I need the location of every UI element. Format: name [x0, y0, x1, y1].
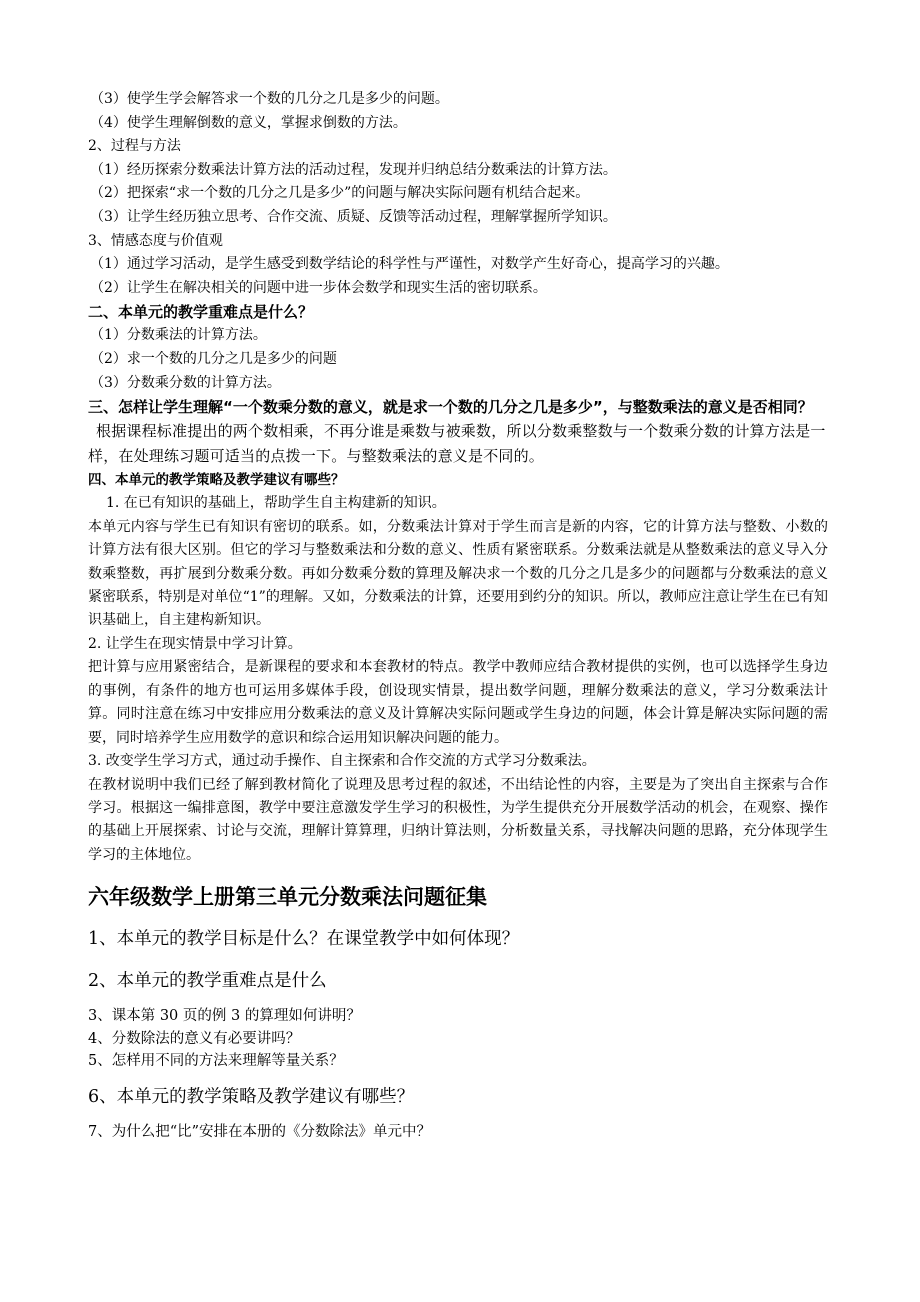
section3-body-text: 根据课程标准提出的两个数相乘，不再分谁是乘数与被乘数，所以分数乘整数与一个数乘分数的计算方法是一样，在处理练习题可适当的点拨一下。与整数乘法的意义是不同的。: [88, 422, 826, 466]
question-2: 2、本单元的教学重难点是什么: [88, 971, 327, 992]
subheading-attitude-values: 3、情感态度与价值观: [88, 232, 223, 249]
section3-heading: 三、怎样让学生理解“一个数乘分数的意义，就是求一个数的几分之几是多少”，与整数乘法的意义是否相同？: [88, 398, 813, 417]
strategy2-title: 2. 让学生在现实情景中学习计算。: [88, 635, 302, 652]
strategy3-title: 3. 改变学生学习方式，通过动手操作、自主探索和合作交流的方式学习分数乘法。: [88, 752, 596, 769]
section4-heading: 四、本单元的教学策略及教学建议有哪些？: [88, 472, 345, 489]
keypoint-line-2: （2）求一个数的几分之几是多少的问题: [90, 350, 337, 367]
question-1: 1、本单元的教学目标是什么？在课堂教学中如何体现？: [88, 929, 520, 950]
subheading-process-methods: 2、过程与方法: [88, 138, 181, 155]
section3-body: [88, 419, 828, 469]
document-page: [88, 88, 828, 1143]
section2-heading: 二、本单元的教学重难点是什么？: [88, 303, 314, 322]
question-5: 5、怎样用不同的方法来理解等量关系？: [88, 1053, 344, 1070]
strategy1-body: 本单元内容与学生已有知识有密切的联系。如，分数乘法计算对于学生而言是新的内容，它的计算方法与整数、小数的计算方法有很大区别。但它的学习与整数乘法和分数的意义、性质有紧密联系。分数乘法就是从整数乘法的意义导入分数乘整数，再扩展到分数乘分数。再如分数乘分数的算理及解决求一个数的几分之几是多少的问题都与分数乘法的意义紧密联系，特别是对单位“1”的理解。又如，分数乘法的计算，还要用到约分的知识。所以，教师应注意让学生在已有知识基础上，自主建构新知识。: [88, 518, 828, 629]
attitude-line-1: （1）通过学习活动，是学生感受到数学结论的科学性与严谨性，对数学产生好奇心，提高学习的兴趣。: [90, 256, 729, 273]
keypoint-line-1: （1）分数乘法的计算方法。: [90, 327, 267, 344]
objective-line-3: （3）使学生学会解答求一个数的几分之几是多少的问题。: [90, 91, 449, 107]
attitude-line-2: （2）让学生在解决相关的问题中进一步体会数学和现实生活的密切联系。: [90, 279, 547, 296]
process-line-3: （3）让学生经历独立思考、合作交流、质疑、反馈等活动过程，理解掌握所学知识。: [90, 208, 617, 225]
question-3: 3、课本第 30 页的例 3 的算理如何讲明？: [88, 1008, 361, 1025]
question-4: 4、分数除法的意义有必要讲吗？: [88, 1030, 301, 1047]
strategy1-title: 1. 在已有知识的基础上，帮助学生自主构建新的知识。: [106, 495, 446, 512]
question-7: 7、为什么把“比”安排在本册的《分数除法》单元中？: [88, 1123, 432, 1140]
question-6: 6、本单元的教学策略及教学建议有哪些？: [88, 1086, 415, 1107]
strategy3-body: 在教材说明中我们已经了解到教材简化了说理及思考过程的叙述，不出结论性的内容，主要是为了突出自主探索与合作学习。根据这一编排意图，教学中要注意激发学生学习的积极性，为学生提供充分开展数学活动的机会，在观察、操作的基础上开展探索、讨论与交流，理解计算算理，归纳计算法则，分析数量关系，寻找解决问题的思路，充分体现学生学习的主体地位。: [88, 776, 828, 863]
doc-title: 六年级数学上册第三单元分数乘法问题征集: [88, 885, 487, 910]
keypoint-line-3: （3）分数乘分数的计算方法。: [90, 374, 281, 391]
strategy2-body: 把计算与应用紧密结合，是新课程的要求和本套教材的特点。教学中教师应结合教材提供的实例，也可以选择学生身边的事例，有条件的地方也可运用多媒体手段，创设现实情景，提出数学问题，理解分数乘法的意义，学习分数乘法计算。同时注意在练习中安排应用分数乘法的意义及计算解决实际问题或学生身边的问题，体会计算是解决实际问题的需要，同时培养学生应用数学的意识和综合运用知识解决问题的能力。: [88, 659, 828, 746]
process-line-2: （2）把探索“求一个数的几分之几是多少”的问题与解决实际问题有机结合起来。: [90, 185, 590, 202]
objective-line-4: （4）使学生理解倒数的意义，掌握求倒数的方法。: [90, 114, 407, 131]
process-line-1: （1）经历探索分数乘法计算方法的活动过程，发现并归纳总结分数乘法的计算方法。: [90, 161, 617, 178]
